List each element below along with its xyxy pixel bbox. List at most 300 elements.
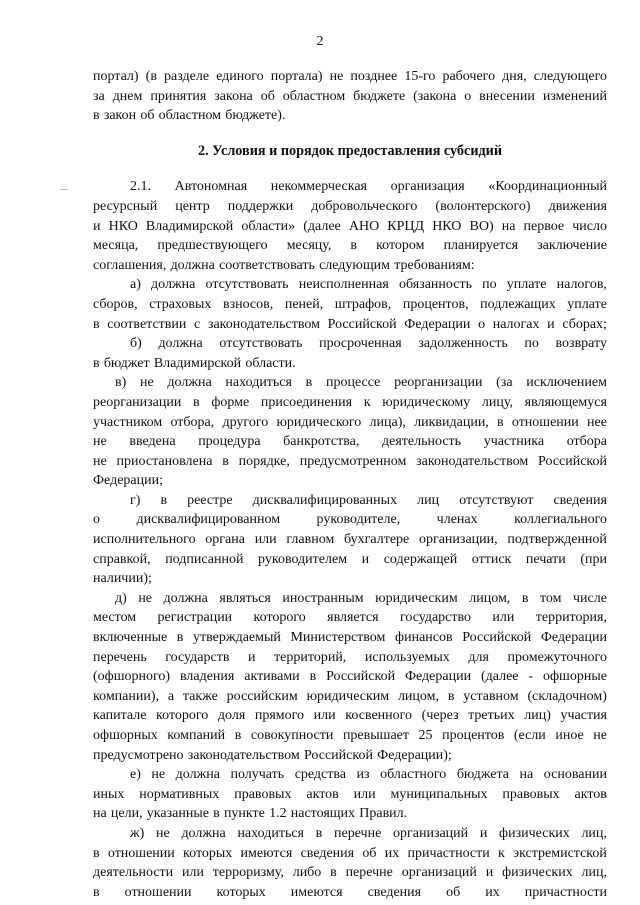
- word: д): [115, 590, 127, 606]
- word: реорганизации: [394, 375, 483, 391]
- word: Российской: [326, 669, 396, 685]
- word: цели,: [110, 806, 143, 822]
- word: о: [478, 316, 486, 332]
- text-line: [93, 589, 607, 609]
- word: НКО: [108, 218, 138, 234]
- word: или: [492, 610, 515, 626]
- word: участия: [560, 708, 607, 724]
- word: не: [151, 767, 166, 783]
- word: являющемуся: [524, 394, 607, 410]
- text-line: [93, 883, 607, 903]
- word: присоединения: [260, 394, 353, 410]
- word: (офшорного): [93, 669, 171, 685]
- word: реорганизации: [93, 394, 182, 410]
- word: или: [313, 708, 336, 724]
- text-line: [93, 510, 607, 530]
- word: руководителем: [258, 551, 348, 567]
- word: руководителе,: [316, 512, 401, 528]
- word: введена: [129, 434, 176, 450]
- word: движения: [548, 198, 607, 214]
- word: требованиям:: [394, 257, 475, 273]
- word: заключение: [537, 238, 607, 254]
- word: должна: [175, 767, 220, 783]
- word: банкротства,: [283, 434, 360, 450]
- word: о: [464, 88, 472, 104]
- word: не: [93, 434, 107, 450]
- word: перечне: [345, 865, 393, 881]
- word: е): [130, 767, 141, 783]
- word: и: [479, 825, 488, 841]
- word: в: [176, 630, 184, 646]
- word: государство: [399, 610, 472, 626]
- word: ресурсный: [93, 198, 158, 214]
- word: в: [330, 865, 337, 881]
- word: должна: [151, 277, 196, 293]
- word: г): [130, 492, 141, 508]
- word: в: [497, 414, 504, 430]
- margin-mark: [60, 189, 68, 190]
- word: уплате: [506, 277, 547, 293]
- word: государств: [165, 649, 230, 665]
- word: также: [182, 688, 218, 704]
- word: участника: [483, 434, 545, 450]
- word: к: [363, 394, 371, 410]
- word: принятия: [150, 88, 207, 104]
- word: деятельность: [382, 434, 462, 450]
- word: КРЦД: [387, 218, 425, 234]
- word: имеются: [290, 884, 343, 900]
- text-line: [93, 393, 607, 413]
- text-line: [93, 217, 607, 237]
- word: должна: [167, 375, 212, 391]
- word: иное: [555, 728, 584, 743]
- word: иностранным: [282, 590, 364, 606]
- word: лиц,: [581, 865, 607, 881]
- word: бюджете: [353, 88, 406, 104]
- word: муниципальных: [390, 786, 488, 802]
- word: Российской: [303, 747, 373, 763]
- word: совокупности: [250, 728, 334, 743]
- word: бухгалтере: [344, 532, 410, 548]
- word: взносов,: [222, 296, 274, 312]
- word: а): [130, 277, 141, 293]
- word: налогов,: [556, 277, 607, 293]
- word: 25: [418, 728, 433, 743]
- word: терроризму,: [212, 865, 284, 881]
- word: в: [93, 845, 100, 861]
- word: не: [138, 590, 153, 606]
- word: месяца,: [93, 238, 139, 254]
- word: не: [329, 69, 344, 84]
- word: процессе: [326, 375, 381, 391]
- text-line: [93, 746, 607, 766]
- text-line: [93, 785, 607, 805]
- word: в: [93, 355, 100, 371]
- word: иных: [93, 786, 125, 802]
- word: ликвидации,: [414, 414, 489, 430]
- word: лиц: [417, 492, 440, 508]
- word: экстремистской: [513, 845, 607, 861]
- word: (при: [580, 551, 607, 567]
- word: соответствии: [107, 316, 187, 332]
- word: уставном: [463, 688, 519, 704]
- text-line: [93, 863, 607, 883]
- word: отбора: [566, 434, 607, 450]
- word: (через: [421, 708, 459, 724]
- word: 15-го: [404, 69, 436, 84]
- text-line: [93, 550, 607, 570]
- word: участником: [93, 414, 163, 430]
- word: портала): [270, 69, 323, 84]
- text-line: [93, 177, 607, 197]
- word: территория,: [535, 610, 607, 626]
- word: лица),: [369, 414, 406, 430]
- word: в: [160, 492, 168, 508]
- word: прямого: [254, 708, 305, 724]
- word: или: [353, 786, 376, 802]
- word: в: [93, 316, 100, 332]
- word: юридического: [276, 414, 362, 430]
- word: об: [446, 884, 461, 900]
- word: и: [485, 865, 494, 881]
- word: является: [327, 610, 379, 626]
- word: форме: [211, 394, 250, 410]
- word: бюджета: [456, 767, 510, 783]
- text-line: [93, 667, 607, 687]
- word: областном: [282, 88, 346, 104]
- word: неисполненная: [298, 277, 389, 293]
- word: внесении: [479, 88, 535, 104]
- word: Федерации: [404, 316, 471, 332]
- word: организации,: [418, 532, 498, 548]
- word: позднее: [350, 69, 398, 84]
- word: в: [447, 688, 455, 704]
- word: области.: [245, 355, 296, 371]
- word: лиц): [524, 708, 551, 724]
- word: предусмотренном: [299, 453, 407, 469]
- text-line: [93, 804, 607, 824]
- word: промежуточного: [507, 649, 607, 665]
- word: законодательством: [416, 453, 529, 469]
- text-line: [93, 354, 607, 374]
- text-line: [93, 106, 607, 126]
- word: в: [213, 806, 220, 822]
- word: которого: [156, 708, 209, 724]
- word: отношении: [511, 414, 579, 430]
- word: деятельности: [93, 865, 174, 881]
- word: исключением: [526, 375, 607, 391]
- spacer: [93, 161, 607, 177]
- word: сборах;: [562, 316, 607, 332]
- word: которых: [216, 884, 266, 900]
- word: (далее: [480, 669, 519, 685]
- word: уплате: [567, 296, 607, 312]
- word: а: [167, 688, 175, 704]
- word: не: [156, 825, 170, 841]
- text-line: [93, 334, 607, 354]
- word: на: [501, 218, 516, 234]
- word: из: [356, 767, 370, 783]
- word: исполнительного: [93, 532, 196, 548]
- word: должна: [158, 336, 203, 352]
- text-line: [93, 824, 607, 844]
- word: организаций: [393, 825, 469, 841]
- word: юридическим: [306, 688, 390, 704]
- word: не: [93, 453, 107, 469]
- word: наличии);: [93, 571, 152, 587]
- word: утверждаемый: [193, 630, 281, 646]
- text-line: [93, 67, 607, 87]
- word: нее: [587, 414, 607, 430]
- word: финансов: [395, 630, 453, 646]
- spacer: [93, 126, 607, 142]
- word: подписанной: [165, 551, 244, 567]
- word: в: [93, 108, 100, 124]
- word: Федерации: [540, 630, 607, 646]
- text-line: [93, 530, 607, 550]
- word: перечень: [93, 649, 147, 665]
- word: по: [524, 336, 539, 352]
- word: предусмотрено: [93, 747, 184, 763]
- document-body: [93, 67, 607, 902]
- word: третьих: [468, 708, 515, 724]
- word: за: [93, 88, 105, 104]
- word: 1.2: [269, 806, 287, 822]
- word: пеней,: [284, 296, 324, 312]
- word: подтвержденной: [507, 532, 607, 548]
- word: офшорных: [93, 728, 158, 743]
- word: первое: [523, 218, 565, 234]
- word: к: [498, 845, 505, 861]
- word: в: [305, 375, 313, 391]
- word: лицу,: [481, 394, 513, 410]
- word: Автономная: [174, 179, 248, 195]
- word: актов: [306, 786, 339, 802]
- word: организация: [390, 179, 465, 195]
- word: на: [519, 767, 534, 783]
- word: следующим: [319, 257, 391, 273]
- word: (за: [496, 375, 513, 391]
- word: областном: [158, 108, 222, 124]
- word: лиц,: [581, 825, 607, 841]
- word: и: [547, 316, 555, 332]
- word: в: [193, 394, 200, 410]
- word: поддержки: [227, 198, 294, 214]
- section-body: [93, 177, 607, 902]
- word: Министерством: [290, 630, 386, 646]
- word: содержащей: [383, 551, 458, 567]
- word: единого: [216, 69, 264, 84]
- word: правовых: [502, 786, 560, 802]
- word: другого: [222, 414, 269, 430]
- text-line: [93, 275, 607, 295]
- word: число: [572, 218, 607, 234]
- word: актов: [574, 786, 607, 802]
- word: и: [93, 218, 101, 234]
- word: Российской: [538, 453, 607, 469]
- text-line: [93, 236, 607, 256]
- word: в: [521, 590, 529, 606]
- word: бюджете).: [225, 108, 286, 124]
- word: находиться: [225, 375, 292, 391]
- word: котором: [376, 238, 425, 254]
- word: местом: [93, 610, 137, 626]
- word: их: [485, 884, 500, 900]
- word: портал): [93, 69, 139, 84]
- word: физических: [502, 865, 573, 881]
- word: разделе: [164, 69, 210, 84]
- word: с: [194, 316, 201, 332]
- word: превышает: [342, 728, 409, 743]
- word: соответствовать: [219, 257, 315, 273]
- word: процентов: [442, 728, 505, 743]
- word: не: [139, 375, 154, 391]
- word: оттиск: [471, 551, 512, 567]
- word: и: [248, 649, 256, 665]
- word: сборов,: [93, 296, 138, 312]
- text-line: [93, 197, 607, 217]
- word: не: [593, 728, 607, 743]
- word: Владимирской: [145, 218, 234, 234]
- text-line: [93, 413, 607, 433]
- word: в: [350, 238, 358, 254]
- word: имеются: [240, 845, 293, 861]
- word: следующего: [533, 69, 607, 84]
- word: компаний: [167, 728, 226, 743]
- word: в: [309, 669, 317, 685]
- word: используемых: [364, 649, 450, 665]
- word: перечне: [333, 825, 382, 841]
- text-line: [93, 295, 607, 315]
- word: пункте: [223, 806, 265, 822]
- word: месяцу,: [286, 238, 332, 254]
- word: об: [140, 108, 155, 124]
- word: печати: [525, 551, 566, 567]
- text-line: [93, 608, 607, 628]
- word: регистрации: [157, 610, 233, 626]
- text-line: [93, 844, 607, 864]
- word: справкой,: [93, 551, 151, 567]
- text-line: [93, 432, 607, 452]
- word: (складочном): [527, 688, 607, 704]
- word: процентов,: [402, 296, 469, 312]
- text-line: [93, 471, 607, 491]
- word: просроченная: [319, 336, 402, 352]
- word: в): [115, 375, 127, 391]
- word: лицом,: [469, 590, 511, 606]
- word: Российской: [462, 630, 532, 646]
- word: в: [315, 825, 323, 841]
- word: добровольческого: [311, 198, 418, 214]
- word: физических: [499, 825, 570, 841]
- word: изменений: [542, 88, 607, 104]
- word: причастности: [524, 884, 607, 900]
- word: области»: [241, 218, 296, 234]
- word: которого: [253, 610, 306, 626]
- word: соглашения,: [93, 257, 167, 273]
- word: дня,: [502, 69, 527, 84]
- word: закон: [103, 108, 137, 124]
- text-line: [93, 315, 607, 335]
- word: или: [181, 865, 204, 881]
- word: центр: [175, 198, 210, 214]
- word: сведения: [553, 492, 607, 508]
- word: органа: [205, 532, 245, 548]
- word: Правил.: [359, 806, 408, 822]
- word: (если: [513, 728, 546, 743]
- word: об: [362, 845, 377, 861]
- word: главном: [286, 532, 335, 548]
- word: капитале: [93, 708, 147, 724]
- word: о: [93, 512, 100, 528]
- text-line: [93, 569, 607, 589]
- word: закона: [214, 88, 253, 104]
- word: сведения: [300, 845, 355, 861]
- word: косвенного: [345, 708, 413, 724]
- intro-paragraph: [93, 67, 607, 126]
- word: должна: [163, 590, 208, 606]
- word: в: [234, 728, 242, 743]
- word: обязанность: [398, 277, 472, 293]
- text-line: [93, 491, 607, 511]
- word: являться: [219, 590, 271, 606]
- word: отсутствовать: [219, 336, 303, 352]
- word: лицом,: [397, 688, 440, 704]
- word: основании: [543, 767, 607, 783]
- word: возврату: [555, 336, 607, 352]
- word: их: [384, 845, 400, 861]
- word: и: [361, 551, 370, 567]
- word: для: [468, 649, 489, 665]
- word: предшествующего: [157, 238, 268, 254]
- word: средства: [294, 767, 347, 783]
- word: числе: [573, 590, 607, 606]
- word: офшорные: [542, 669, 607, 685]
- word: отсутствуют: [459, 492, 534, 508]
- word: которых: [183, 845, 233, 861]
- word: АНО: [348, 218, 380, 234]
- word: включенные: [93, 630, 168, 646]
- word: территорий,: [274, 649, 347, 665]
- word: подлежащих: [480, 296, 556, 312]
- word: порядке,: [238, 453, 290, 469]
- word: либо: [292, 865, 322, 881]
- word: Владимирской: [153, 355, 242, 371]
- word: должна: [170, 257, 215, 273]
- word: доля: [217, 708, 246, 724]
- word: организаций: [401, 865, 477, 881]
- word: юридическим: [375, 590, 458, 606]
- word: отбора,: [170, 414, 215, 430]
- word: областного: [380, 767, 447, 783]
- word: активами: [244, 669, 300, 685]
- word: по: [482, 277, 497, 293]
- word: сведения: [367, 884, 422, 900]
- word: б): [130, 336, 142, 352]
- word: Федерации: [404, 669, 472, 685]
- word: ВО): [469, 218, 494, 234]
- word: об: [260, 88, 275, 104]
- word: «Координационный: [488, 179, 607, 195]
- word: находиться: [237, 825, 304, 841]
- word: Федерации;: [93, 473, 164, 489]
- word: в: [93, 884, 100, 900]
- word: правовых: [234, 786, 292, 802]
- word: отношении: [107, 845, 175, 861]
- word: штрафов,: [334, 296, 392, 312]
- word: Российской: [327, 316, 397, 332]
- word: (в: [145, 69, 157, 84]
